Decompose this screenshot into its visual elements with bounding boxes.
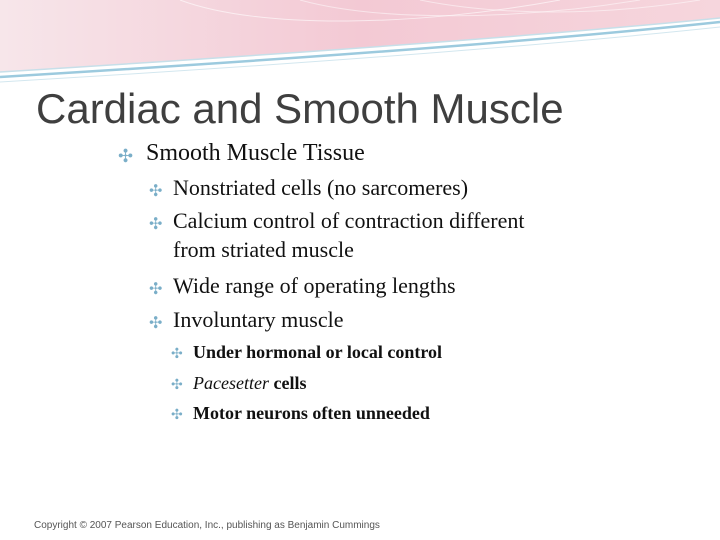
bullet-level1 [118, 140, 365, 166]
bullet-level2 [149, 208, 525, 234]
copyright-footer: Copyright © 2007 Pearson Education, Inc., publishing as Benjamin Cummings [34, 520, 380, 531]
sparkle-bullet-icon: ✣ [149, 216, 163, 233]
italic-term: Pacesetter [193, 373, 269, 393]
sparkle-bullet-icon: ✣ [171, 347, 183, 362]
bullet-text: Calcium control of contraction different [173, 208, 525, 233]
sparkle-bullet-icon: ✣ [118, 146, 134, 166]
bullet-level2 [149, 175, 469, 201]
bullet-text: Under hormonal or local control [193, 342, 442, 362]
bullet-level3 [171, 372, 307, 394]
bullet-text: Smooth Muscle Tissue [146, 140, 365, 166]
bullet-text: Involuntary muscle [173, 307, 344, 332]
bullet-level2 [149, 273, 456, 299]
bullet-level2 [149, 307, 344, 333]
sparkle-bullet-icon: ✣ [149, 315, 163, 332]
sparkle-bullet-icon: ✣ [171, 378, 183, 393]
bullet-level3 [171, 341, 442, 363]
sparkle-bullet-icon: ✣ [171, 408, 183, 423]
bullet-text: cells [268, 373, 307, 393]
bullet-text: from striated muscle [173, 237, 354, 262]
bullet-continuation [173, 237, 354, 263]
bullet-text: Nonstriated cells (no sarcomeres) [173, 175, 469, 200]
header-decoration [0, 0, 720, 90]
bullet-text: Motor neurons often unneeded [193, 403, 430, 423]
bullet-level3 [171, 402, 430, 424]
sparkle-bullet-icon: ✣ [149, 281, 163, 298]
slide-title: Cardiac and Smooth Muscle [36, 85, 564, 132]
bullet-text: Wide range of operating lengths [173, 273, 456, 298]
sparkle-bullet-icon: ✣ [149, 183, 163, 200]
